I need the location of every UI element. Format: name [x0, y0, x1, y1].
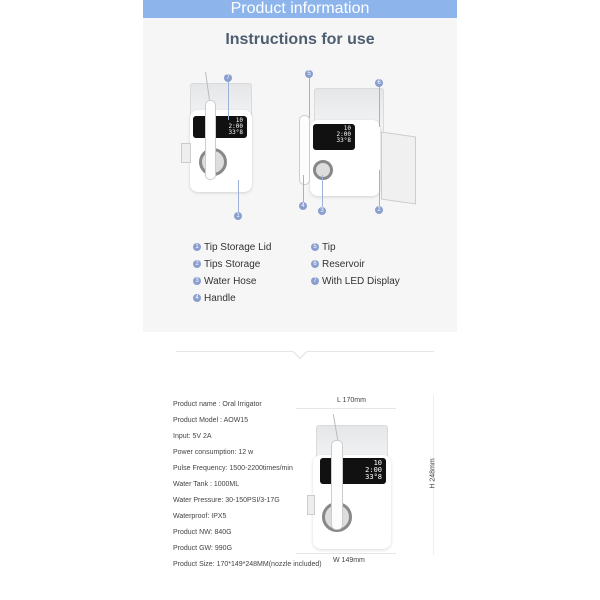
- spec-line: Water Tank : 1000ML: [173, 481, 240, 488]
- width-label: W 149mm: [333, 557, 365, 564]
- legend-item: 5 Tip: [311, 240, 336, 254]
- spec-line: Product GW: 990G: [173, 545, 233, 552]
- spec-line: Input: 5V 2A: [173, 433, 212, 440]
- legend-item: 3 Water Hose: [193, 274, 256, 288]
- spec-line: Product Size: 170*149*248MM(nozzle included): [173, 561, 322, 568]
- spec-line: Product Model : AOW15: [173, 417, 249, 424]
- spec-line: Power consumption: 12 w: [173, 449, 254, 456]
- header-bar: Product information: [143, 0, 457, 18]
- instructions-panel: Product information Instructions for use 10 2:00 33°8 1 7 10 2:00 33°8 5 6 4 3 2 1 Tip Storage Lid 2 Tips Storage 3 Water Hose 4 Handle 5 Tip 6 Reservoir 7 With LED Display: [143, 0, 457, 332]
- display-line: 2:00: [228, 123, 243, 130]
- legend-item: 6 Reservoir: [311, 257, 365, 271]
- spec-line: Product name : Oral Irrigator: [173, 401, 262, 408]
- height-label: H 248mm: [429, 458, 437, 489]
- spec-line: Water Pressure: 30-150PSI/3-17G: [173, 497, 280, 504]
- instructions-title: Instructions for use: [225, 31, 375, 48]
- legend-item: 4 Handle: [193, 291, 236, 305]
- length-label: L 170mm: [337, 397, 366, 404]
- spec-line: Product NW: 840G: [173, 529, 232, 536]
- display-line: 10: [235, 117, 243, 124]
- divider-notch: [293, 345, 307, 359]
- legend-item: 1 Tip Storage Lid: [193, 240, 271, 254]
- legend-item: 2 Tips Storage: [193, 257, 260, 271]
- spec-line: Pulse Frequency: 1500-2200times/min: [173, 465, 293, 472]
- spec-line: Waterproof: IPX5: [173, 513, 227, 520]
- display-line: 33°8: [228, 129, 243, 136]
- legend-item: 7 With LED Display: [311, 274, 400, 288]
